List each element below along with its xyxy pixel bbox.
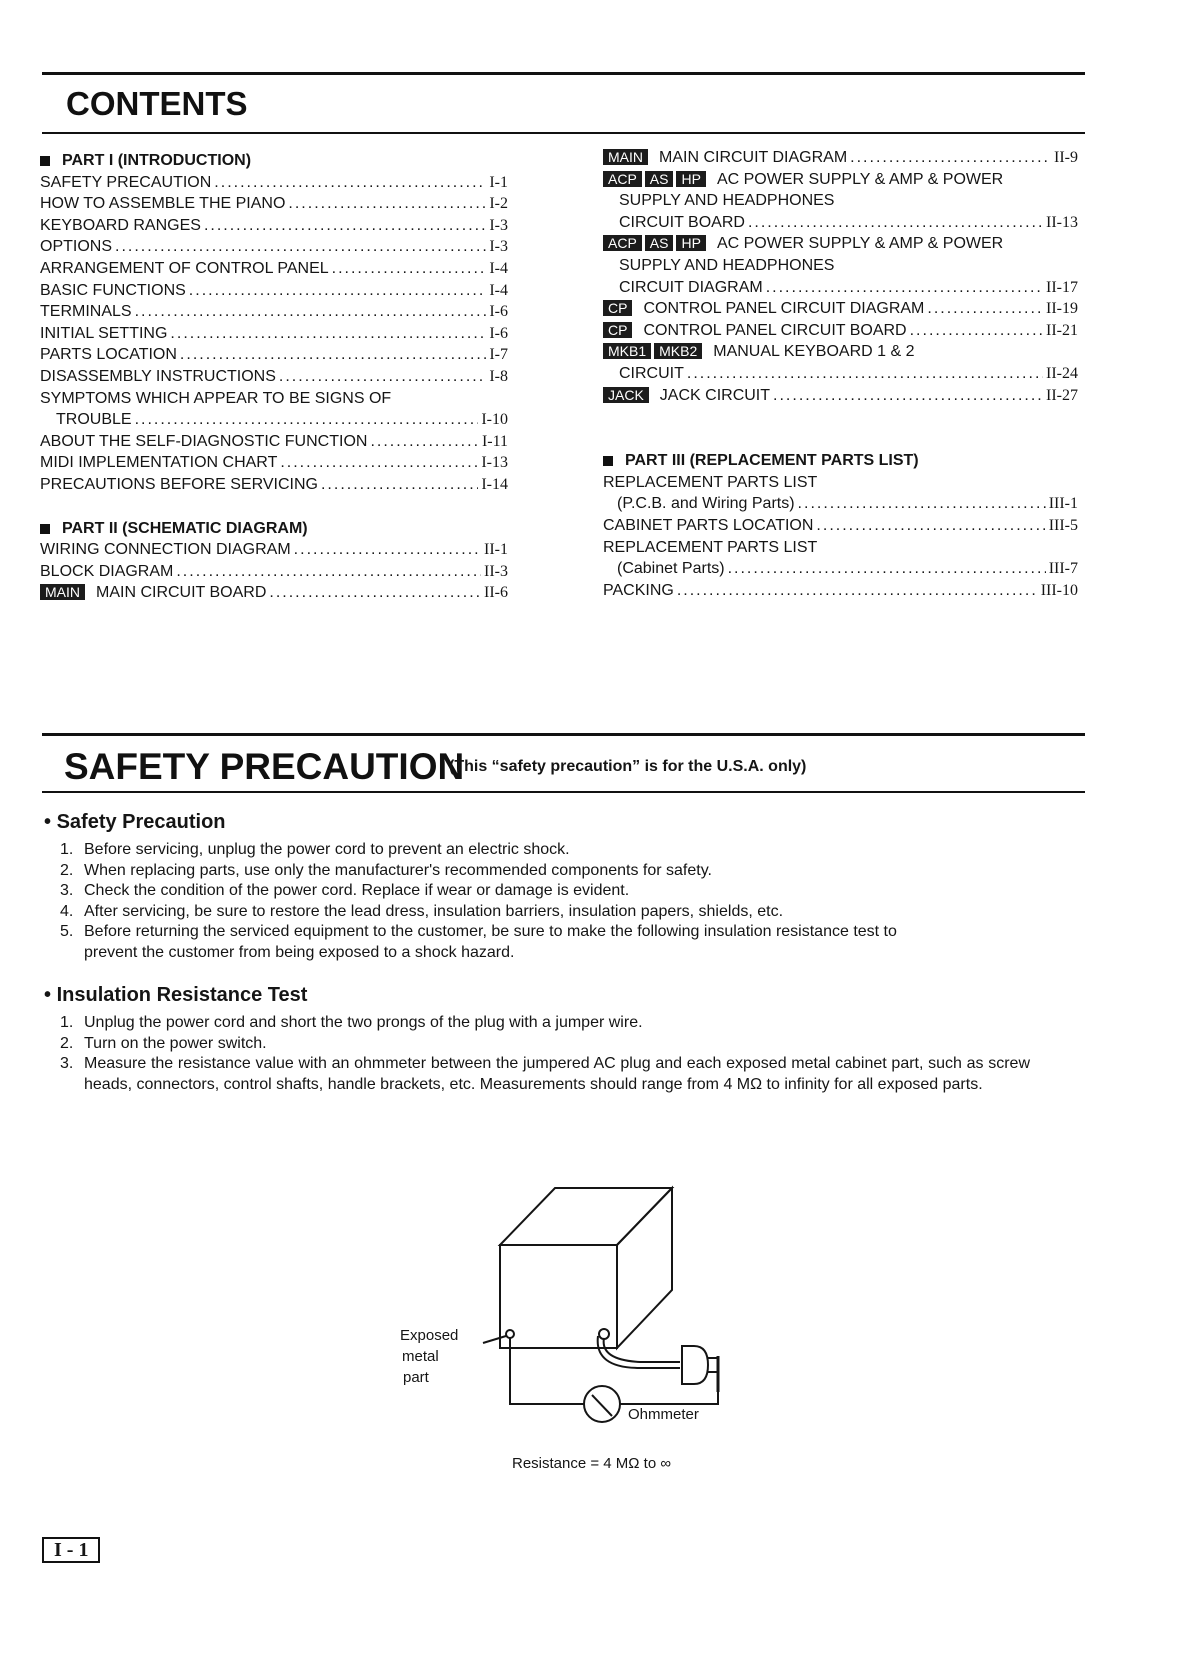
toc-entry-page: II-9 [1054, 149, 1078, 166]
toc-entry-page: II-19 [1046, 300, 1078, 318]
insulation-test-heading [44, 984, 307, 1007]
toc-entry-page: II-3 [484, 562, 508, 580]
toc-entry-page: I-10 [481, 411, 508, 429]
toc-entry [40, 215, 508, 237]
safety-title: SAFETY PRECAUTION [64, 746, 465, 787]
toc-entry-page: I-8 [489, 367, 508, 385]
board-tag-cp: CP [603, 300, 632, 316]
safety-precaution-heading-text: Safety Precaution [56, 811, 226, 833]
toc-text-line [603, 233, 1078, 255]
toc-entry-label: PACKING [603, 581, 674, 599]
toc-entry [603, 493, 1078, 515]
toc-leader-dots [279, 366, 486, 388]
toc-entry-label: BLOCK DIAGRAM [40, 562, 174, 580]
toc-entry-page: III-10 [1040, 581, 1078, 599]
toc-leader-dots [269, 582, 481, 604]
toc-entry [603, 363, 1078, 385]
toc-entry-page: I-4 [489, 259, 508, 277]
toc-leader-dots [850, 147, 1051, 169]
safety-top-rule [42, 733, 1085, 736]
toc-leader-dots [773, 385, 1043, 407]
toc-leader-dots [189, 280, 487, 302]
board-tag-main: MAIN [603, 149, 648, 165]
toc-entry [40, 452, 508, 474]
toc-entry-label: CIRCUIT BOARD [619, 213, 745, 231]
insulation-test-heading-text: Insulation Resistance Test [56, 984, 308, 1006]
board-tag-as: AS [645, 171, 674, 187]
toc-leader-dots [687, 363, 1043, 385]
toc-entry-page: II-13 [1046, 213, 1078, 231]
circuit-wire-left [510, 1338, 584, 1404]
toc-entry-page: III-5 [1048, 516, 1078, 534]
exposed-label-line3: part [403, 1369, 429, 1386]
item-text: Unplug the power cord and short the two prongs of the plug with a jumper wire. [84, 1014, 643, 1031]
toc-entry-label: (P.C.B. and Wiring Parts) [617, 495, 795, 513]
toc-entry [40, 258, 508, 280]
toc-entry-label: ABOUT THE SELF-DIAGNOSTIC FUNCTION [40, 432, 368, 450]
toc-entry-page: II-6 [484, 584, 508, 602]
item-number: 1. [60, 1014, 74, 1031]
toc-entry [603, 147, 1078, 169]
item-text: Measure the resistance value with an ohmmeter between the jumpered AC plug and each exposed metal cabinet part, such as screw heads, connectors, control shafts, handle brackets, etc. Measurements should range from 4 MΩ to infinity for all exposed parts. [84, 1055, 1030, 1093]
ohmmeter-label: Ohmmeter [628, 1406, 699, 1423]
toc-text-line [603, 341, 1078, 363]
ac-plug-body [682, 1346, 708, 1384]
contents-title: CONTENTS [66, 85, 248, 122]
toc-entry [40, 236, 508, 258]
toc-entry [603, 385, 1078, 407]
toc-line-text: REPLACEMENT PARTS LIST [603, 473, 818, 491]
toc-leader-dots [332, 258, 487, 280]
board-tag-hp: HP [676, 171, 705, 187]
toc-entry-label: MAIN CIRCUIT DIAGRAM [659, 149, 848, 166]
toc-entry-page: I-3 [489, 238, 508, 256]
toc-text-line [603, 255, 1078, 277]
numbered-item [60, 1034, 1030, 1055]
toc-entry-label: (Cabinet Parts) [617, 560, 725, 578]
numbered-item [60, 922, 1030, 963]
item-text: Before servicing, unplug the power cord to prevent an electric shock. [84, 841, 570, 858]
toc-entry-label: TERMINALS [40, 303, 132, 321]
ohmmeter-needle [592, 1395, 612, 1416]
toc-line-text: MANUAL KEYBOARD 1 & 2 [713, 343, 915, 361]
safety-precaution-list [60, 840, 1030, 963]
toc-entry [40, 301, 508, 323]
toc-entry [40, 323, 508, 345]
toc-entry-label: CONTROL PANEL CIRCUIT DIAGRAM [643, 300, 925, 318]
safety-note: (This “safety precaution” is for the U.S.A. only) [449, 758, 807, 775]
toc-entry-label: TROUBLE [56, 411, 132, 429]
toc-entry-label: HOW TO ASSEMBLE THE PIANO [40, 195, 286, 213]
item-text: After servicing, be sure to restore the lead dress, insulation barriers, insulation papers, shields, etc. [84, 902, 784, 920]
numbered-item [60, 1013, 1030, 1034]
spacer [40, 496, 508, 518]
toc-entry-page: I-4 [489, 281, 508, 299]
toc-entry-page: I-6 [489, 324, 508, 342]
item-text: Check the condition of the power cord. Replace if wear or damage is evident. [84, 882, 630, 899]
toc-leader-dots [280, 452, 478, 474]
toc-entry-page: I-14 [481, 475, 508, 493]
toc-entry [40, 172, 508, 194]
insulation-test-list [60, 1013, 1030, 1095]
toc-leader-dots [135, 409, 479, 431]
toc-leader-dots [321, 474, 478, 496]
bullet-dot: • [44, 811, 52, 833]
toc-entry-label: WIRING CONNECTION DIAGRAM [40, 541, 291, 559]
toc-section-heading: PART II (SCHEMATIC DIAGRAM) [40, 518, 508, 540]
toc-text-line [40, 388, 508, 410]
toc-entry-label: CONTROL PANEL CIRCUIT BOARD [643, 321, 907, 339]
exposed-label-line1: Exposed [400, 1327, 459, 1344]
toc-text-line [603, 537, 1078, 559]
cabinet-top-face [500, 1188, 672, 1245]
power-cord [604, 1338, 680, 1362]
toc-entry-label: CIRCUIT DIAGRAM [619, 278, 763, 296]
page-number: I - 1 [42, 1537, 100, 1563]
toc-leader-dots [748, 212, 1043, 234]
toc-entry-label: OPTIONS [40, 238, 113, 256]
toc-entry-label: PRECAUTIONS BEFORE SERVICING [40, 475, 318, 493]
exposed-label-line2: metal [402, 1348, 439, 1365]
toc-entry-page: I-1 [489, 173, 508, 191]
item-number: 1. [60, 841, 74, 858]
numbered-item [60, 861, 1030, 882]
item-text: Turn on the power switch. [84, 1034, 267, 1052]
toc-entry [603, 277, 1078, 299]
toc-leader-dots [135, 301, 487, 323]
toc-entry [40, 366, 508, 388]
toc-entry [40, 582, 508, 604]
toc-entry-label: JACK CIRCUIT [659, 386, 771, 404]
toc-entry [40, 193, 508, 215]
toc-entry [40, 539, 508, 561]
toc-line-text: AC POWER SUPPLY & AMP & POWER [716, 235, 1004, 253]
toc-leader-dots [677, 580, 1038, 602]
toc-leader-dots [927, 298, 1043, 320]
toc-entry-label: KEYBOARD RANGES [40, 216, 201, 234]
toc-entry-page: III-7 [1048, 560, 1078, 578]
toc-line-text: AC POWER SUPPLY & AMP & POWER [716, 170, 1004, 188]
toc-entry-label: ARRANGEMENT OF CONTROL PANEL [40, 259, 329, 277]
item-number: 5. [60, 923, 74, 940]
toc-text-line [603, 190, 1078, 212]
numbered-item [60, 840, 1030, 861]
toc-entry [603, 320, 1078, 342]
board-tag-acp: ACP [603, 235, 642, 251]
toc-entry [40, 431, 508, 453]
toc-leader-dots [728, 558, 1046, 580]
item-number: 2. [60, 861, 74, 879]
toc-section-heading: PART III (REPLACEMENT PARTS LIST) [603, 450, 1078, 472]
spacer [603, 428, 1078, 450]
toc-leader-dots [115, 236, 486, 258]
toc-entry-label: SAFETY PRECAUTION [40, 173, 212, 191]
numbered-item [60, 1054, 1030, 1095]
toc-line-text: SUPPLY AND HEADPHONES [619, 192, 835, 210]
spacer [603, 406, 1078, 428]
toc-line-text: REPLACEMENT PARTS LIST [603, 538, 818, 556]
toc-entry-page: I-11 [481, 432, 508, 450]
contents-left-column [40, 150, 508, 604]
board-tag-hp: HP [676, 235, 705, 251]
bullet-dot: • [44, 984, 52, 1006]
item-text: Before returning the serviced equipment to the customer, be sure to make the following insulation resistance test to prevent the customer from being exposed to a shock hazard. [84, 923, 897, 961]
toc-leader-dots [288, 193, 486, 215]
numbered-item [60, 881, 1030, 902]
toc-entry-page: II-27 [1046, 386, 1078, 404]
toc-text-line [603, 472, 1078, 494]
toc-entry-page: II-21 [1046, 321, 1078, 339]
toc-leader-dots [170, 323, 486, 345]
item-number: 4. [60, 902, 74, 920]
numbered-item [60, 902, 1030, 923]
toc-entry-label: MIDI IMPLEMENTATION CHART [40, 454, 278, 472]
plug-terminal [599, 1329, 609, 1339]
cabinet-side-face [617, 1188, 672, 1348]
toc-leader-dots [204, 215, 486, 237]
toc-entry-label: CABINET PARTS LOCATION [603, 516, 814, 534]
exposed-part-terminal [506, 1330, 514, 1338]
toc-entry [40, 561, 508, 583]
toc-leader-dots [766, 277, 1043, 299]
toc-entry-page: I-3 [489, 216, 508, 234]
toc-entry-page: I-13 [481, 454, 508, 472]
item-number: 2. [60, 1034, 74, 1052]
safety-precaution-heading [44, 811, 226, 834]
toc-entry [603, 515, 1078, 537]
toc-line-text: SYMPTOMS WHICH APPEAR TO BE SIGNS OF [40, 389, 392, 407]
toc-entry-page: II-17 [1046, 278, 1078, 296]
contents-right-column [603, 147, 1078, 601]
toc-leader-dots [798, 493, 1046, 515]
power-cord-outer [598, 1336, 680, 1368]
toc-text-line [603, 169, 1078, 191]
contents-bottom-rule [42, 132, 1085, 134]
contents-top-rule [42, 72, 1085, 75]
item-number: 3. [60, 1055, 74, 1072]
toc-leader-dots [370, 431, 479, 453]
toc-leader-dots [214, 172, 486, 194]
board-tag-mkb2: MKB2 [654, 343, 702, 359]
cabinet-front-face [500, 1245, 617, 1348]
toc-section-heading: PART I (INTRODUCTION) [40, 150, 508, 172]
board-tag-jack: JACK [603, 387, 649, 403]
toc-leader-dots [176, 561, 481, 583]
board-tag-mkb1: MKB1 [603, 343, 651, 359]
toc-entry [603, 558, 1078, 580]
item-number: 3. [60, 882, 74, 899]
toc-entry [603, 580, 1078, 602]
toc-entry [40, 409, 508, 431]
toc-line-text: SUPPLY AND HEADPHONES [619, 256, 835, 274]
board-tag-cp: CP [603, 322, 632, 338]
toc-entry-label: DISASSEMBLY INSTRUCTIONS [40, 367, 276, 385]
toc-entry-label: INITIAL SETTING [40, 324, 168, 342]
circuit-wire-right [620, 1358, 718, 1404]
safety-bottom-rule [42, 791, 1085, 793]
toc-entry-label: PARTS LOCATION [40, 346, 177, 364]
toc-entry [603, 298, 1078, 320]
item-text: When replacing parts, use only the manufacturer's recommended components for safety. [84, 861, 712, 879]
toc-entry-label: CIRCUIT [619, 364, 684, 382]
label-leader-line [483, 1336, 506, 1343]
board-tag-as: AS [645, 235, 674, 251]
toc-entry-page: III-1 [1048, 495, 1078, 513]
resistance-caption: Resistance = 4 MΩ to ∞ [512, 1455, 672, 1472]
toc-leader-dots [294, 539, 481, 561]
toc-leader-dots [180, 344, 486, 366]
toc-entry [40, 280, 508, 302]
toc-entry [603, 212, 1078, 234]
toc-entry [40, 474, 508, 496]
toc-entry-label: MAIN CIRCUIT BOARD [96, 584, 267, 602]
toc-entry-page: I-7 [489, 346, 508, 364]
toc-entry-page: I-6 [489, 303, 508, 321]
toc-entry-page: I-2 [489, 195, 508, 213]
toc-entry-page: II-1 [484, 541, 508, 559]
ohmmeter-symbol [584, 1386, 620, 1422]
toc-entry [40, 344, 508, 366]
toc-leader-dots [910, 320, 1043, 342]
toc-leader-dots [816, 515, 1045, 537]
board-tag-acp: ACP [603, 171, 642, 187]
toc-entry-page: II-24 [1046, 364, 1078, 382]
board-tag-main: MAIN [40, 584, 85, 600]
toc-entry-label: BASIC FUNCTIONS [40, 281, 186, 299]
